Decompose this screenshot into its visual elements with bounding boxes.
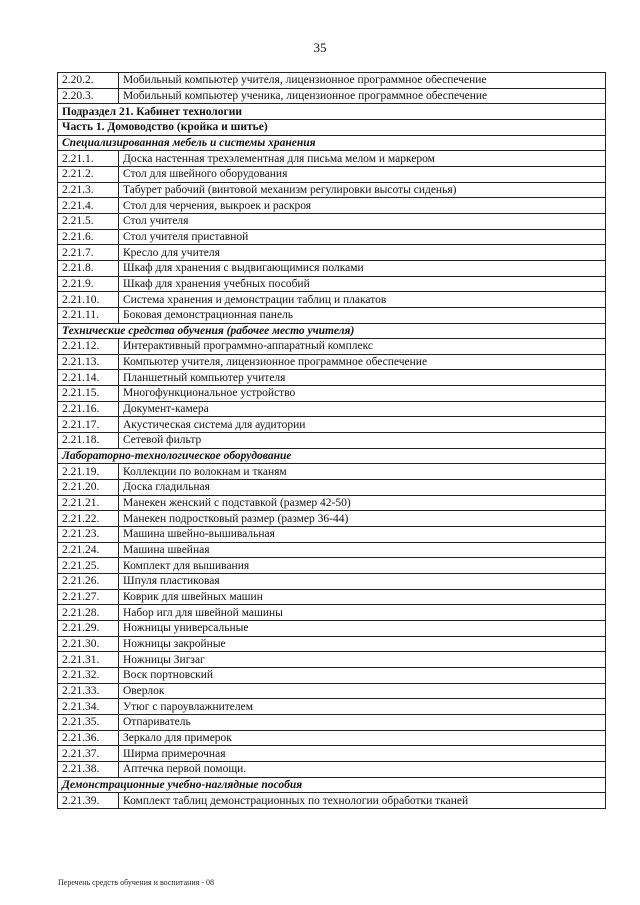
item-name: Воск портновский bbox=[119, 667, 606, 683]
table-row bbox=[58, 511, 606, 527]
item-code: 2.21.19. bbox=[58, 464, 119, 480]
category-header-row bbox=[58, 135, 606, 151]
item-name: Доска гладильная bbox=[119, 480, 606, 496]
item-code: 2.21.34. bbox=[58, 699, 119, 715]
item-name: Шпуля пластиковая bbox=[119, 574, 606, 590]
table-row bbox=[58, 386, 606, 402]
item-code: 2.21.31. bbox=[58, 652, 119, 668]
item-name: Система хранения и демонстрации таблиц и плакатов bbox=[119, 292, 606, 308]
item-name: Ножницы универсальные bbox=[119, 620, 606, 636]
item-name: Табурет рабочий (винтовой механизм регулировки высоты сиденья) bbox=[119, 182, 606, 198]
category-header-row bbox=[58, 323, 606, 339]
item-code: 2.21.27. bbox=[58, 589, 119, 605]
table-row bbox=[58, 182, 606, 198]
table-row bbox=[58, 276, 606, 292]
item-code: 2.21.39. bbox=[58, 793, 119, 809]
item-name: Интерактивный программно-аппаратный комплекс bbox=[119, 339, 606, 355]
category-heading: Лабораторно-технологическое оборудование bbox=[58, 448, 606, 464]
category-header-row bbox=[58, 777, 606, 793]
item-code: 2.21.33. bbox=[58, 683, 119, 699]
item-code: 2.21.26. bbox=[58, 574, 119, 590]
item-name: Комплект для вышивания bbox=[119, 558, 606, 574]
item-name: Зеркало для примерок bbox=[119, 730, 606, 746]
item-code: 2.21.11. bbox=[58, 307, 119, 323]
item-code: 2.21.37. bbox=[58, 746, 119, 762]
category-header-row bbox=[58, 448, 606, 464]
item-name: Оверлок bbox=[119, 683, 606, 699]
item-name: Ножницы Зигзаг bbox=[119, 652, 606, 668]
table-row bbox=[58, 495, 606, 511]
item-code: 2.21.29. bbox=[58, 620, 119, 636]
item-code: 2.21.23. bbox=[58, 527, 119, 543]
item-code: 2.21.12. bbox=[58, 339, 119, 355]
item-code: 2.21.10. bbox=[58, 292, 119, 308]
table-row bbox=[58, 213, 606, 229]
table-row bbox=[58, 527, 606, 543]
table-row bbox=[58, 605, 606, 621]
item-code: 2.21.20. bbox=[58, 480, 119, 496]
item-name: Ширма примерочная bbox=[119, 746, 606, 762]
item-name: Шкаф для хранения учебных пособий bbox=[119, 276, 606, 292]
item-code: 2.21.32. bbox=[58, 667, 119, 683]
item-name: Машина швейно-вышивальная bbox=[119, 527, 606, 543]
part-heading: Часть 1. Домоводство (кройка и шитье) bbox=[58, 119, 606, 135]
item-name: Коллекции по волокнам и тканям bbox=[119, 464, 606, 480]
equipment-table bbox=[57, 72, 606, 809]
item-name: Ножницы закройные bbox=[119, 636, 606, 652]
page-number: 35 bbox=[313, 40, 327, 55]
subsection-heading: Подраздел 21. Кабинет технологии bbox=[58, 104, 606, 120]
item-name: Машина швейная bbox=[119, 542, 606, 558]
item-name: Документ-камера bbox=[119, 401, 606, 417]
table-row bbox=[58, 699, 606, 715]
item-code: 2.21.22. bbox=[58, 511, 119, 527]
item-code: 2.21.8. bbox=[58, 260, 119, 276]
item-name: Боковая демонстрационная панель bbox=[119, 307, 606, 323]
table-row bbox=[58, 683, 606, 699]
item-name: Манекен женский с подставкой (размер 42-50) bbox=[119, 495, 606, 511]
table-row bbox=[58, 558, 606, 574]
item-name: Мобильный компьютер ученика, лицензионное программное обеспечение bbox=[119, 88, 606, 104]
table-row bbox=[58, 229, 606, 245]
item-code: 2.21.16. bbox=[58, 401, 119, 417]
item-name: Стол учителя bbox=[119, 213, 606, 229]
item-name: Манекен подростковый размер (размер 36-44) bbox=[119, 511, 606, 527]
table-row bbox=[58, 73, 606, 89]
table-row bbox=[58, 88, 606, 104]
item-code: 2.21.36. bbox=[58, 730, 119, 746]
item-code: 2.21.17. bbox=[58, 417, 119, 433]
item-name: Кресло для учителя bbox=[119, 245, 606, 261]
item-name: Сетевой фильтр bbox=[119, 433, 606, 449]
item-code: 2.21.14. bbox=[58, 370, 119, 386]
item-code: 2.21.6. bbox=[58, 229, 119, 245]
table-row bbox=[58, 652, 606, 668]
item-name: Доска настенная трехэлементная для письма мелом и маркером bbox=[119, 151, 606, 167]
category-heading: Демонстрационные учебно-наглядные пособия bbox=[58, 777, 606, 793]
item-name: Стол для швейного оборудования bbox=[119, 166, 606, 182]
item-code: 2.21.25. bbox=[58, 558, 119, 574]
table-row bbox=[58, 636, 606, 652]
table-row bbox=[58, 433, 606, 449]
item-name: Стол учителя приставной bbox=[119, 229, 606, 245]
table-row bbox=[58, 589, 606, 605]
item-name: Аптечка первой помощи. bbox=[119, 761, 606, 777]
category-heading: Специализированная мебель и системы хранения bbox=[58, 135, 606, 151]
table-row bbox=[58, 339, 606, 355]
item-code: 2.20.3. bbox=[58, 88, 119, 104]
category-heading: Технические средства обучения (рабочее место учителя) bbox=[58, 323, 606, 339]
item-code: 2.21.38. bbox=[58, 761, 119, 777]
item-name: Акустическая система для аудитории bbox=[119, 417, 606, 433]
table-row bbox=[58, 151, 606, 167]
item-code: 2.21.18. bbox=[58, 433, 119, 449]
table-row bbox=[58, 401, 606, 417]
item-name: Многофункциональное устройство bbox=[119, 386, 606, 402]
item-name: Шкаф для хранения с выдвигающимися полками bbox=[119, 260, 606, 276]
table-row bbox=[58, 166, 606, 182]
table-row bbox=[58, 574, 606, 590]
table-row bbox=[58, 620, 606, 636]
item-name: Отпариватель bbox=[119, 714, 606, 730]
item-code: 2.20.2. bbox=[58, 73, 119, 89]
item-name: Планшетный компьютер учителя bbox=[119, 370, 606, 386]
item-name: Компьютер учителя, лицензионное программное обеспечение bbox=[119, 354, 606, 370]
item-name: Набор игл для швейной машины bbox=[119, 605, 606, 621]
table-row bbox=[58, 245, 606, 261]
table-row bbox=[58, 542, 606, 558]
table-row bbox=[58, 370, 606, 386]
table-row bbox=[58, 307, 606, 323]
table-row bbox=[58, 260, 606, 276]
table-row bbox=[58, 793, 606, 809]
item-code: 2.21.9. bbox=[58, 276, 119, 292]
item-code: 2.21.13. bbox=[58, 354, 119, 370]
item-name: Утюг с пароувлажнителем bbox=[119, 699, 606, 715]
table-row bbox=[58, 464, 606, 480]
table-row bbox=[58, 417, 606, 433]
table-row bbox=[58, 746, 606, 762]
subsection-header-row bbox=[58, 104, 606, 120]
item-code: 2.21.4. bbox=[58, 198, 119, 214]
table-row bbox=[58, 198, 606, 214]
item-name: Стол для черчения, выкроек и раскроя bbox=[119, 198, 606, 214]
item-code: 2.21.30. bbox=[58, 636, 119, 652]
item-name: Мобильный компьютер учителя, лицензионное программное обеспечение bbox=[119, 73, 606, 89]
table-row bbox=[58, 667, 606, 683]
item-code: 2.21.28. bbox=[58, 605, 119, 621]
item-code: 2.21.24. bbox=[58, 542, 119, 558]
item-code: 2.21.35. bbox=[58, 714, 119, 730]
item-code: 2.21.7. bbox=[58, 245, 119, 261]
table-body bbox=[58, 73, 606, 809]
item-code: 2.21.3. bbox=[58, 182, 119, 198]
item-code: 2.21.21. bbox=[58, 495, 119, 511]
item-code: 2.21.15. bbox=[58, 386, 119, 402]
item-code: 2.21.2. bbox=[58, 166, 119, 182]
table-row bbox=[58, 480, 606, 496]
table-row bbox=[58, 354, 606, 370]
part-header-row bbox=[58, 119, 606, 135]
page-footer: Перечень средств обучения и воспитания - 08 bbox=[58, 878, 215, 887]
item-code: 2.21.5. bbox=[58, 213, 119, 229]
table-row bbox=[58, 292, 606, 308]
table-row bbox=[58, 761, 606, 777]
table-row bbox=[58, 714, 606, 730]
item-name: Коврик для швейных машин bbox=[119, 589, 606, 605]
item-code: 2.21.1. bbox=[58, 151, 119, 167]
item-name: Комплект таблиц демонстрационных по технологии обработки тканей bbox=[119, 793, 606, 809]
table-row bbox=[58, 730, 606, 746]
